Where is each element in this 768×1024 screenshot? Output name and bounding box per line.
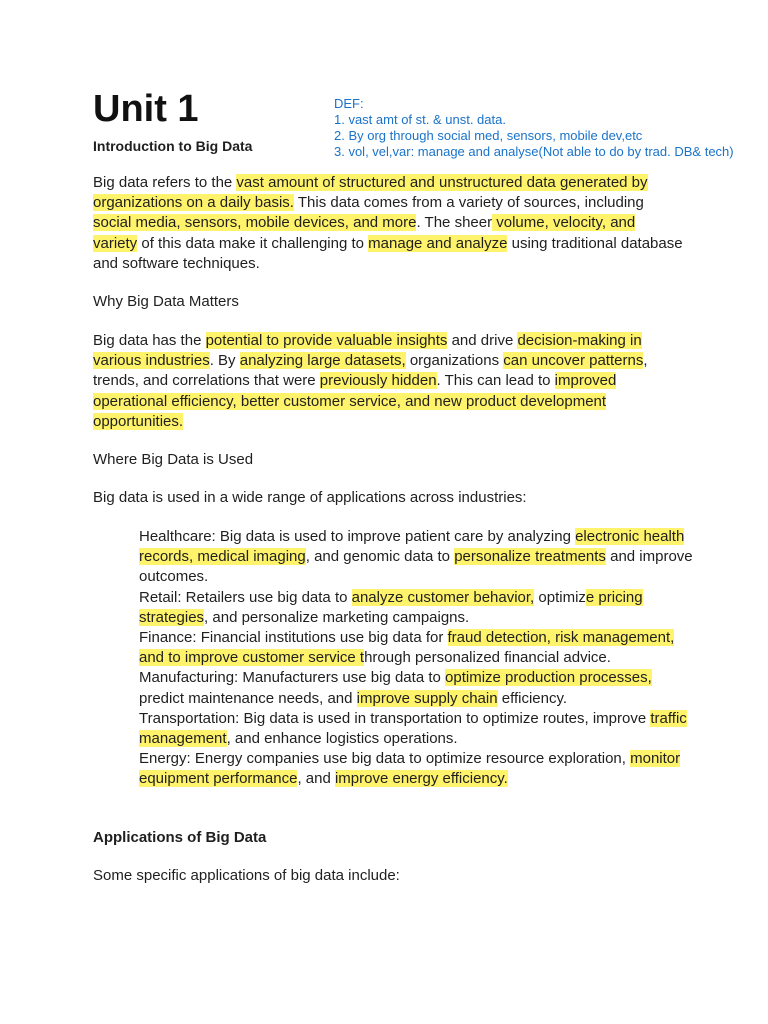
highlight: improve supply chain: [356, 689, 498, 707]
text-span: Healthcare: Big data is used to improve patient care by analyzing: [139, 528, 576, 545]
list-item-healthcare: [139, 527, 699, 588]
text-span: , and personalize marketing campaigns.: [204, 608, 470, 626]
highlight: vast amount of structured and unstructured data generated by organizations on a daily basis.: [93, 174, 648, 212]
text-span: . This can lead to: [436, 372, 555, 390]
text-span: , and: [297, 770, 335, 788]
highlight: e pricing strategies: [139, 588, 643, 626]
text-span: Big data has the: [93, 332, 206, 349]
list-item-energy: [139, 749, 699, 789]
paragraph-applications: Some specific applications of big data include:: [93, 867, 400, 884]
note-item: 1. vast amt of st. & unst. data.: [334, 112, 506, 127]
text-span: , trends, and correlations that were: [93, 352, 648, 390]
list-item-transportation: [139, 709, 699, 749]
text-span: Big data refers to the: [93, 174, 237, 191]
list-item-finance: [139, 628, 699, 668]
text-span: This data comes from a variety of sources, including: [293, 194, 644, 212]
heading-why-big-data-matters: Why Big Data Matters: [93, 293, 239, 310]
highlight: volume, velocity, and variety: [93, 214, 636, 252]
text-span: using traditional database and software techniques.: [93, 234, 683, 272]
highlight: improve energy efficiency.: [334, 770, 508, 788]
text-span: optimiz: [534, 588, 586, 606]
highlight: decision-making in various industries: [93, 332, 642, 370]
paragraph-why: [93, 331, 683, 432]
text-span: Manufacturing: Manufacturers use big data to: [139, 669, 446, 687]
text-span: hrough personalized financial advice.: [364, 649, 611, 667]
highlight: social media, sensors, mobile devices, and more: [93, 214, 417, 232]
highlight: monitor equipment performance: [139, 750, 681, 788]
highlight: traffic management: [139, 709, 687, 748]
highlight: personalize treatments: [454, 548, 606, 566]
note-item: 3. vol, vel,var: manage and analyse(Not able to do by trad. DB& tech): [334, 144, 734, 159]
text-span: efficiency.: [497, 689, 568, 707]
page-subtitle: Introduction to Big Data: [93, 138, 253, 154]
note-item: 2. By org through social med, sensors, mobile dev,etc: [334, 128, 643, 143]
text-span: of this data make it challenging to: [137, 234, 369, 252]
note-heading: DEF:: [334, 96, 364, 111]
text-span: and drive: [447, 332, 518, 349]
page-title: Unit 1: [93, 88, 199, 130]
list-item-retail: [139, 588, 699, 628]
text-span: and improve outcomes.: [139, 548, 693, 586]
list-item-manufacturing: [139, 668, 699, 708]
text-span: , and enhance logistics operations.: [226, 730, 458, 748]
heading-where-big-data-is-used: Where Big Data is Used: [93, 451, 254, 468]
text-span: organizations: [405, 352, 504, 370]
highlight: electronic health records, medical imaging: [139, 528, 685, 566]
heading-applications: Applications of Big Data: [93, 829, 267, 846]
text-span: , and genomic data to: [305, 548, 455, 566]
highlight: potential to provide valuable insights: [205, 332, 448, 349]
industry-list: [139, 527, 699, 790]
text-span: predict maintenance needs, and: [139, 689, 357, 707]
highlight: improved operational efficiency, better customer service, and new product development opportunities.: [93, 372, 617, 430]
text-span: Retail: Retailers use big data to: [139, 588, 352, 606]
highlight: can uncover patterns: [503, 352, 644, 370]
highlight: previously hidden: [319, 372, 437, 390]
highlight: analyzing large datasets,: [239, 352, 406, 370]
highlight: analyze customer behavior,: [351, 588, 535, 606]
text-span: . By: [209, 352, 240, 370]
text-span: Finance: Financial institutions use big data for: [139, 629, 448, 647]
highlight: manage and analyze: [368, 234, 508, 252]
paragraph-where: Big data is used in a wide range of applications across industries:: [93, 489, 527, 506]
text-span: . The sheer: [416, 214, 493, 232]
annotation-note: [334, 96, 734, 160]
highlight: fraud detection, risk management, and to improve customer service t: [139, 629, 675, 667]
highlight: optimize production processes,: [445, 669, 652, 687]
text-span: Transportation: Big data is used in transportation to optimize routes, improve: [139, 709, 651, 727]
paragraph-definition: [93, 173, 683, 274]
text-span: Energy: Energy companies use big data to optimize resource exploration,: [139, 750, 631, 768]
